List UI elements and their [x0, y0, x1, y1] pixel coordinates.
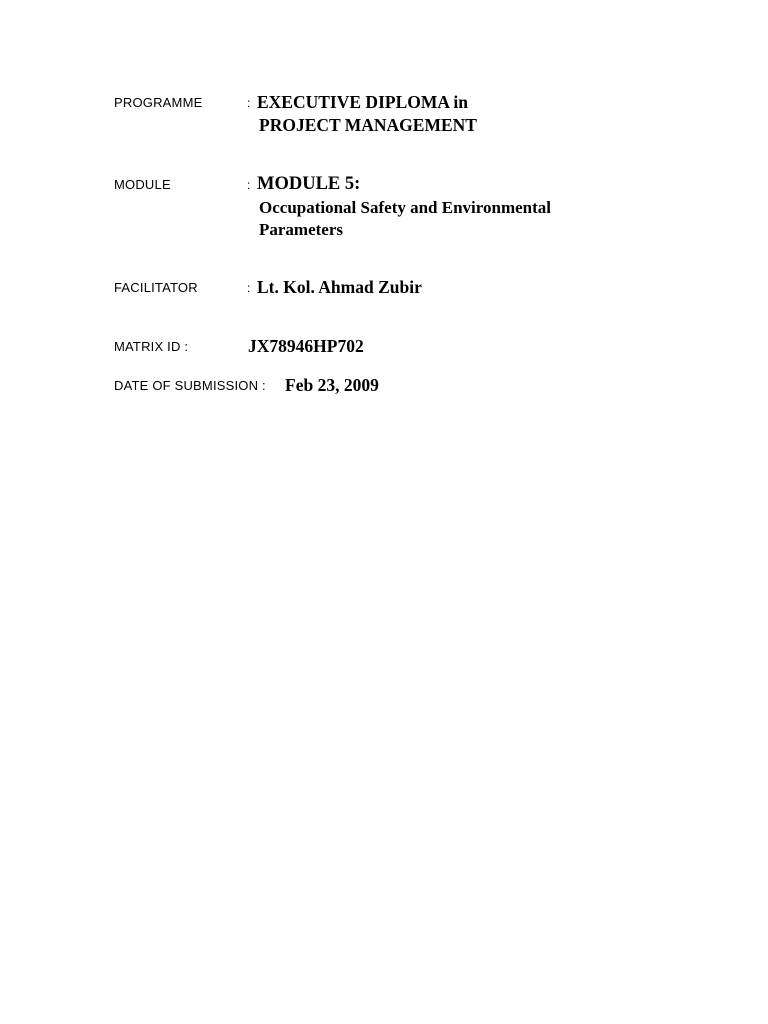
facilitator-label: FACILITATOR — [114, 280, 198, 295]
module-value-line1: MODULE 5: — [257, 174, 361, 194]
module-label: MODULE — [114, 177, 171, 192]
module-value-line2: Occupational Safety and Environmental — [259, 198, 552, 217]
module-value-line3: Parameters — [259, 220, 344, 239]
programme-colon: : — [247, 96, 251, 110]
matrix-id-label: MATRIX ID : — [114, 339, 189, 354]
date-of-submission-value: Feb 23, 2009 — [285, 375, 379, 395]
date-of-submission-label: DATE OF SUBMISSION : — [114, 378, 266, 393]
programme-label: PROGRAMME — [114, 95, 203, 110]
programme-value-line1: EXECUTIVE DIPLOMA in — [257, 92, 469, 112]
facilitator-colon: : — [247, 281, 251, 295]
module-colon: : — [247, 178, 251, 192]
matrix-id-value: JX78946HP702 — [248, 336, 364, 356]
programme-value-line2: PROJECT MANAGEMENT — [259, 115, 477, 135]
facilitator-value: Lt. Kol. Ahmad Zubir — [257, 277, 422, 297]
